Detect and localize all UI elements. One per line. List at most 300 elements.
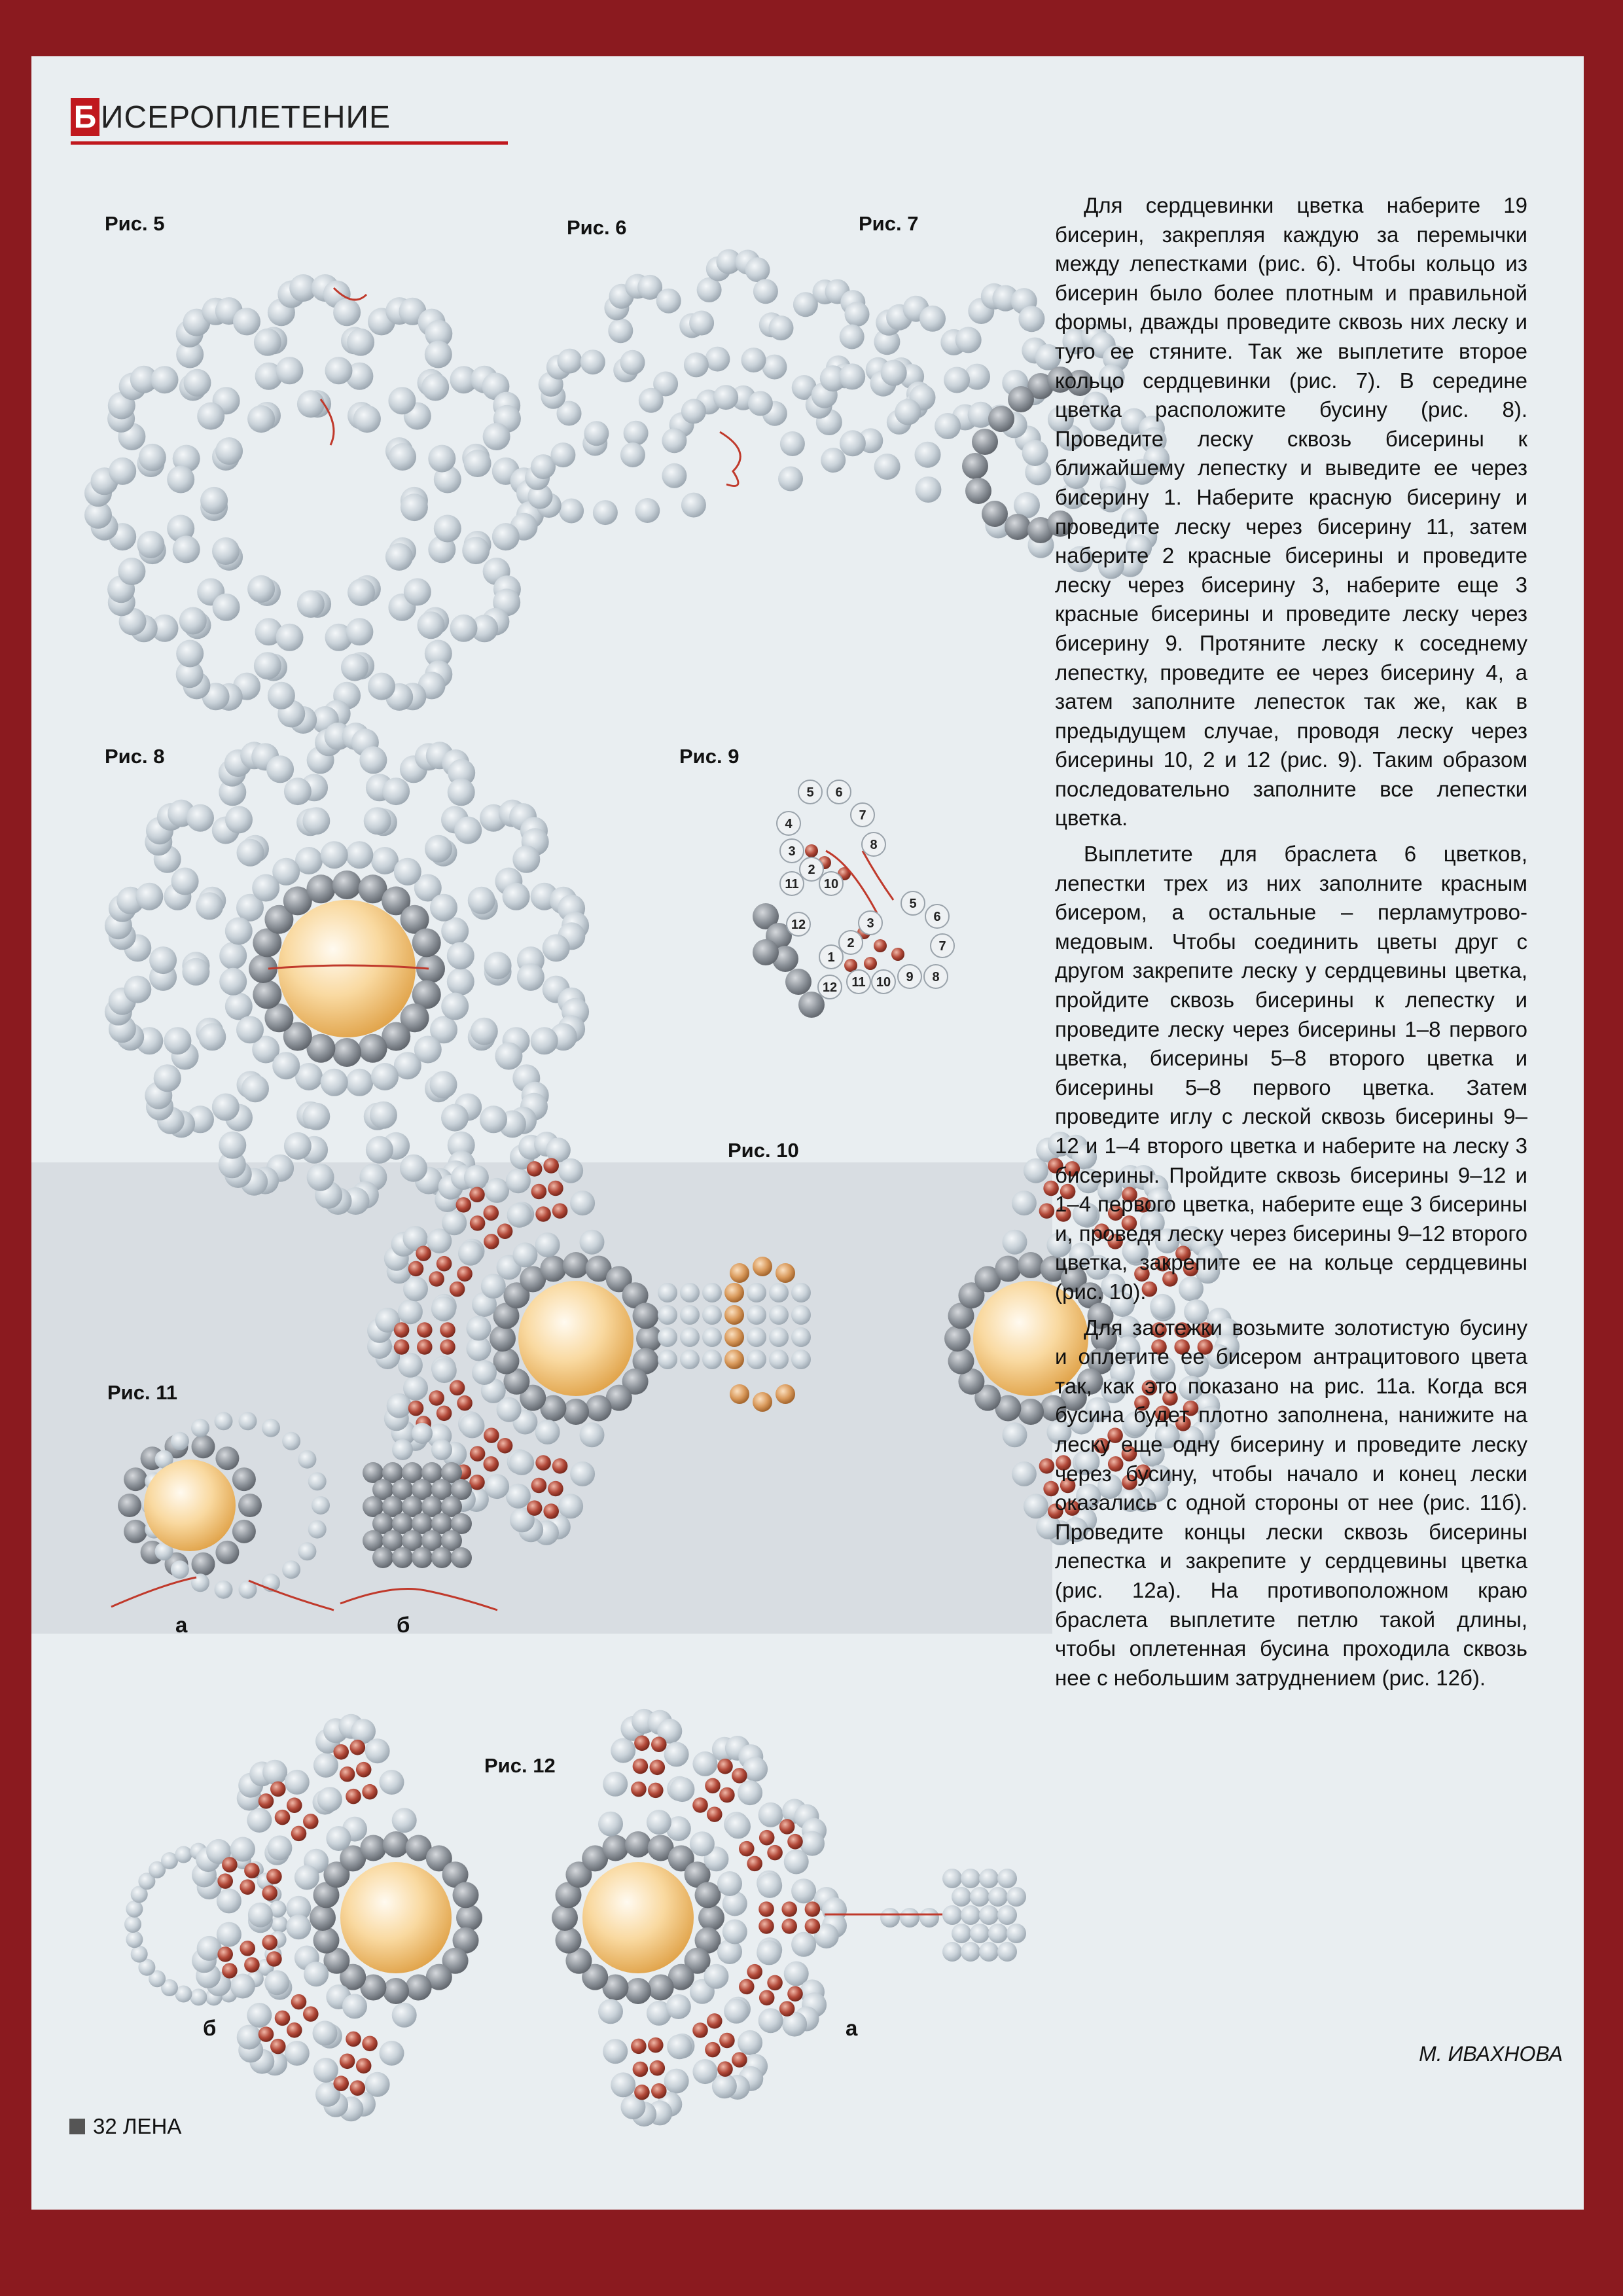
bead [437,1256,452,1272]
bead [484,1205,499,1221]
bead [780,431,805,456]
bead [722,1920,747,1945]
bead [631,1782,647,1797]
bead [702,1305,722,1325]
bead [175,1846,192,1863]
bead [507,1203,532,1228]
bead [702,1350,722,1369]
bead [286,1914,311,1939]
bead [200,487,228,514]
bead [1007,1887,1026,1907]
bead [447,968,474,996]
bead [753,279,778,304]
bead [1007,1924,1026,1943]
bead [651,2083,667,2099]
bead [237,2025,262,2050]
fig12-label: Рис. 12 [484,1754,556,1777]
bead [781,1901,797,1917]
bead [464,450,491,477]
bead [484,1178,509,1203]
bead [298,1542,316,1560]
bead [739,1841,755,1857]
bead [126,1901,143,1918]
bead [179,607,207,635]
bead [264,1970,289,1995]
gold-bead [144,1460,236,1551]
bead [747,1350,766,1369]
bead [648,2037,664,2053]
bead [598,1999,623,2024]
fig5-label: Рис. 5 [105,212,165,235]
bead [297,590,325,618]
bead-number: 2 [847,936,855,950]
bead [1024,1158,1048,1183]
bead [787,1986,803,2002]
bead [392,1439,413,1460]
bead [648,1783,664,1799]
bead [285,1770,310,1795]
bead [970,1924,990,1943]
bead [944,1325,971,1352]
bead [791,1327,811,1347]
thread-line [720,432,740,486]
bead [149,946,177,974]
bead [340,1767,355,1782]
bead [1003,1230,1027,1255]
bead-number: 12 [822,980,838,995]
bead-number: 9 [906,970,914,984]
bead [776,1384,795,1404]
bead [531,1027,558,1054]
bead [398,1353,423,1378]
bead [900,1908,919,1928]
instruction-text [1055,191,1527,1699]
bead [456,1905,482,1931]
bead-number: 8 [870,838,878,852]
bead [717,2061,733,2077]
bead [697,278,722,302]
bead [472,1360,497,1385]
bead [895,399,921,425]
bead [611,1738,635,1763]
bead [570,1191,595,1215]
bead [285,2041,310,2066]
bead [580,350,605,374]
paragraph: Для сердцевинки цветка наберите 19 бисерин, закрепляя каждую за перемычки между лепестками (рис. 6). Чтобы кольцо из бисерин было более плотным и правильной формы, дважды проведите сквозь них леску и туго ее стяните. Так же выплетите второе кольцо сердцевинки (рис. 7). В середине цветка расположите бусину (рис. 8). Проведите леску сквозь бисерины к ближайшему лепестку и выведите ее через бисерину 1. Наберите красную бисерину и проведите леску через бисерину 11, затем наберите 2 красные бисерины и проведите леску через бисерину 3, наберите еще 3 красные бисерины и проведите леску через бисерину 9. Протяните леску к соседнему лепестку, проведите ее через бисерину 4, а затем заполните лепесток так же, как в предыдущем случае, проводя леску через бисерины 10, 2 и 12 (рис. 9). Таким образом последовательно заполните все лепестки цветка. [1055,193,1527,831]
bead [527,1161,543,1177]
bead [394,1322,410,1338]
fig6-label: Рис. 6 [567,216,627,239]
bead-number: 7 [859,808,866,823]
bead [184,369,211,397]
bead [244,1863,260,1878]
bead [434,515,461,543]
bead [741,348,766,372]
bead [784,1850,809,1874]
bead [313,1928,340,1954]
bead [548,1481,563,1497]
bead [406,1975,432,2001]
bead [467,1316,491,1340]
bead [767,1845,783,1861]
bead [450,1282,465,1297]
bead [717,1759,733,1774]
bead-number: 5 [806,785,814,800]
fig7-label: Рис. 7 [859,212,919,235]
bead [392,1808,417,1833]
gold-bead [278,900,416,1037]
bead [492,523,520,550]
header-underline [71,141,508,145]
bead [371,1063,399,1090]
bead [353,405,381,433]
bead [483,423,510,450]
bead [785,969,812,995]
fig10-label: Рис. 10 [728,1139,799,1162]
bead [171,868,199,895]
bead [403,1376,428,1401]
bead [332,870,361,899]
bead [247,405,275,433]
bead [634,1736,650,1751]
bead [441,918,469,945]
bead [919,1908,939,1928]
bead [584,421,609,446]
bead [942,1869,962,1888]
bead [470,1215,486,1231]
bead [563,1399,589,1425]
bead [484,1474,509,1499]
bead [380,2041,404,2066]
bead [151,366,179,393]
bead [167,466,194,493]
bead [359,1034,387,1063]
bead [747,1305,766,1325]
bead [333,298,361,326]
bead [634,2085,650,2100]
bead [109,457,136,485]
bead [748,391,773,416]
bead [276,357,304,384]
bead [360,1835,386,1861]
bead [458,1241,483,1266]
bead [432,1358,457,1383]
bead [254,329,281,356]
bead [233,308,260,335]
bead [215,1541,239,1564]
bead [302,1103,330,1130]
bead [262,1760,287,1785]
bead [383,1978,409,2004]
bead [382,778,410,805]
bead [1039,1203,1055,1219]
bead [493,1348,520,1374]
bead-number: 4 [785,817,793,831]
bead [695,1882,721,1908]
bead [348,579,375,606]
bead [124,976,151,1003]
bead [372,1547,393,1568]
bead [942,1942,962,1962]
bead [124,1520,147,1543]
bead [719,1787,735,1803]
bead [598,1812,623,1837]
bead [995,1256,1021,1282]
bead [291,1826,307,1842]
bead [253,980,281,1009]
bead-number: 11 [851,975,866,990]
bead [664,1742,689,1767]
bead [662,428,687,453]
bead [284,1132,312,1160]
bead-number: 10 [823,877,839,891]
bead [481,1274,506,1299]
paragraph: Для застежки возьмите золотистую бусину и оплетите ее бисером антрацитового цвета так, как это показано на рис. 11а. Когда вся бусина будет плотно заполнена, нанижите на леску еще одну бисерину и проведите леску через бусину, чтобы начало и конец лески оказались с одной стороны от нее (рис. 11б). Проведите концы лески сквозь бисерины лепестка и закрепите у сердцевины цветка (рис. 12а). На противоположном краю браслета выплетите петлю такой длины, чтобы оплетенная бусина проходила сквозь нее с небольшим затруднением (рис. 12б). [1055,1315,1527,1690]
bead [631,2039,647,2054]
bead [451,1547,472,1568]
bead [580,1230,605,1255]
bead [306,874,335,903]
bead [240,1879,255,1895]
bead [724,1999,749,2024]
bead [497,1223,513,1239]
bead [620,442,645,467]
bead [346,2032,361,2047]
bead [428,445,455,473]
bead [689,311,714,336]
bead [552,1458,568,1474]
bead [124,1916,141,1933]
bead [247,2003,272,2028]
bead [197,403,224,430]
fig8-label: Рис. 8 [105,745,165,768]
bead [798,992,825,1018]
bead [137,531,164,558]
bead [633,1759,649,1774]
bead [418,611,445,639]
bead-number: 3 [788,844,796,859]
bead [680,1305,700,1325]
magazine-name: ЛЕНА [122,2114,182,2138]
bead [297,390,325,418]
bead [658,1350,677,1369]
bead [392,1547,413,1568]
bead [412,1423,433,1444]
bead [1005,514,1031,540]
bead [394,1339,410,1355]
bead [356,1762,372,1778]
bead [198,1023,226,1050]
bead [404,578,431,605]
bead [171,1560,189,1579]
bead [232,1467,256,1491]
bead [982,501,1008,527]
bead [237,839,264,867]
bead [238,1494,262,1517]
bead [497,1397,522,1422]
bead [759,1990,775,2006]
bead-number: 6 [835,785,843,800]
bead [758,1901,774,1917]
bead [586,1395,612,1422]
bead [414,1036,442,1064]
bead [726,1814,751,1839]
bead [658,1327,677,1347]
bead [997,1869,1017,1888]
bead [429,1390,444,1406]
bead [313,2020,338,2045]
bead [979,1905,999,1925]
bead [666,1994,691,2019]
bead [779,1819,795,1835]
bead [490,1325,516,1352]
bead [346,841,373,869]
bead [692,2022,708,2038]
bead [955,327,982,353]
bead [267,1835,292,1860]
bead [680,1350,700,1369]
author-name: М. ИВАХНОВА [1419,2042,1563,2066]
bead [692,2059,717,2084]
bead [972,429,998,455]
bead [732,2052,747,2068]
bead [651,1736,667,1752]
bead [173,535,200,563]
fig11-label: Рис. 11 [107,1381,177,1404]
bead [468,887,495,914]
bead [603,1772,628,1797]
bead [447,942,474,969]
bead [705,1778,721,1794]
bead [303,1814,319,1829]
fig9-label: Рис. 9 [679,745,740,768]
bead [470,1446,486,1462]
bead [970,1887,990,1907]
bead [437,1406,452,1422]
bead [952,1924,971,1943]
bead [650,2060,666,2076]
bead [429,1271,444,1287]
bead [667,2034,692,2059]
bead [769,1327,789,1347]
bead [215,1446,239,1470]
bead [543,1158,559,1174]
bead [633,2062,649,2077]
bead [394,858,421,886]
bead [484,1427,499,1443]
bead [753,939,779,965]
bead [321,1069,348,1096]
header-title: ИСЕРОПЛЕТЕНИЕ [101,99,391,135]
bead [307,1164,334,1191]
bead [450,615,478,642]
bead [412,1547,433,1568]
bead [469,1187,485,1202]
bead [791,1932,816,1957]
bead [935,413,961,439]
bead [707,1806,722,1822]
bead [997,1942,1017,1962]
bead [759,1830,775,1846]
bead [1022,440,1048,466]
bead [254,652,281,679]
bead [942,1905,962,1925]
bead [747,1283,766,1302]
bead-number: 1 [827,950,835,965]
bead [350,1740,366,1755]
bead [284,778,312,805]
bead [767,1975,783,1991]
bead [275,2011,291,2026]
bead [997,1905,1017,1925]
bead [317,1787,342,1812]
bead [550,442,575,467]
bead [713,385,738,410]
bead [480,1105,507,1133]
bead [681,493,706,518]
bead [602,1835,628,1861]
bead [457,1395,473,1411]
bead [919,306,946,332]
bead [881,360,907,386]
bead [262,1419,280,1437]
bead [400,1155,427,1182]
bead [769,315,794,340]
bead [1003,1422,1027,1447]
bead [620,350,645,375]
bead [347,329,374,356]
bead [308,1520,327,1539]
bead [392,2003,417,2028]
bead [332,1038,361,1067]
bead [212,1094,240,1121]
bead [769,1283,789,1302]
bead [952,1887,971,1907]
bead [225,918,253,945]
bead [738,2030,762,2055]
bead [298,1450,316,1469]
bead [282,1432,300,1450]
bead [448,778,475,806]
bead [845,302,870,327]
bead [219,942,247,969]
bead [639,388,664,413]
bead [430,1071,457,1098]
bead [1024,1494,1048,1518]
bead [512,1242,537,1267]
bead [164,1027,191,1054]
bead [965,478,991,504]
bead [757,1940,781,1965]
bead [421,374,449,401]
bead [118,558,145,585]
bead [364,807,391,834]
bead [385,543,413,571]
bead [608,318,633,343]
bead [350,2080,366,2096]
bead [222,1857,238,1873]
bead [535,1455,551,1471]
bead [191,1573,209,1592]
footer-square [69,2119,85,2134]
bead [776,1263,795,1283]
bead [580,1422,605,1447]
bead [753,1257,772,1276]
bead [291,1994,307,2010]
bead [450,1380,465,1396]
bead [417,1339,433,1355]
bead [408,1401,424,1416]
